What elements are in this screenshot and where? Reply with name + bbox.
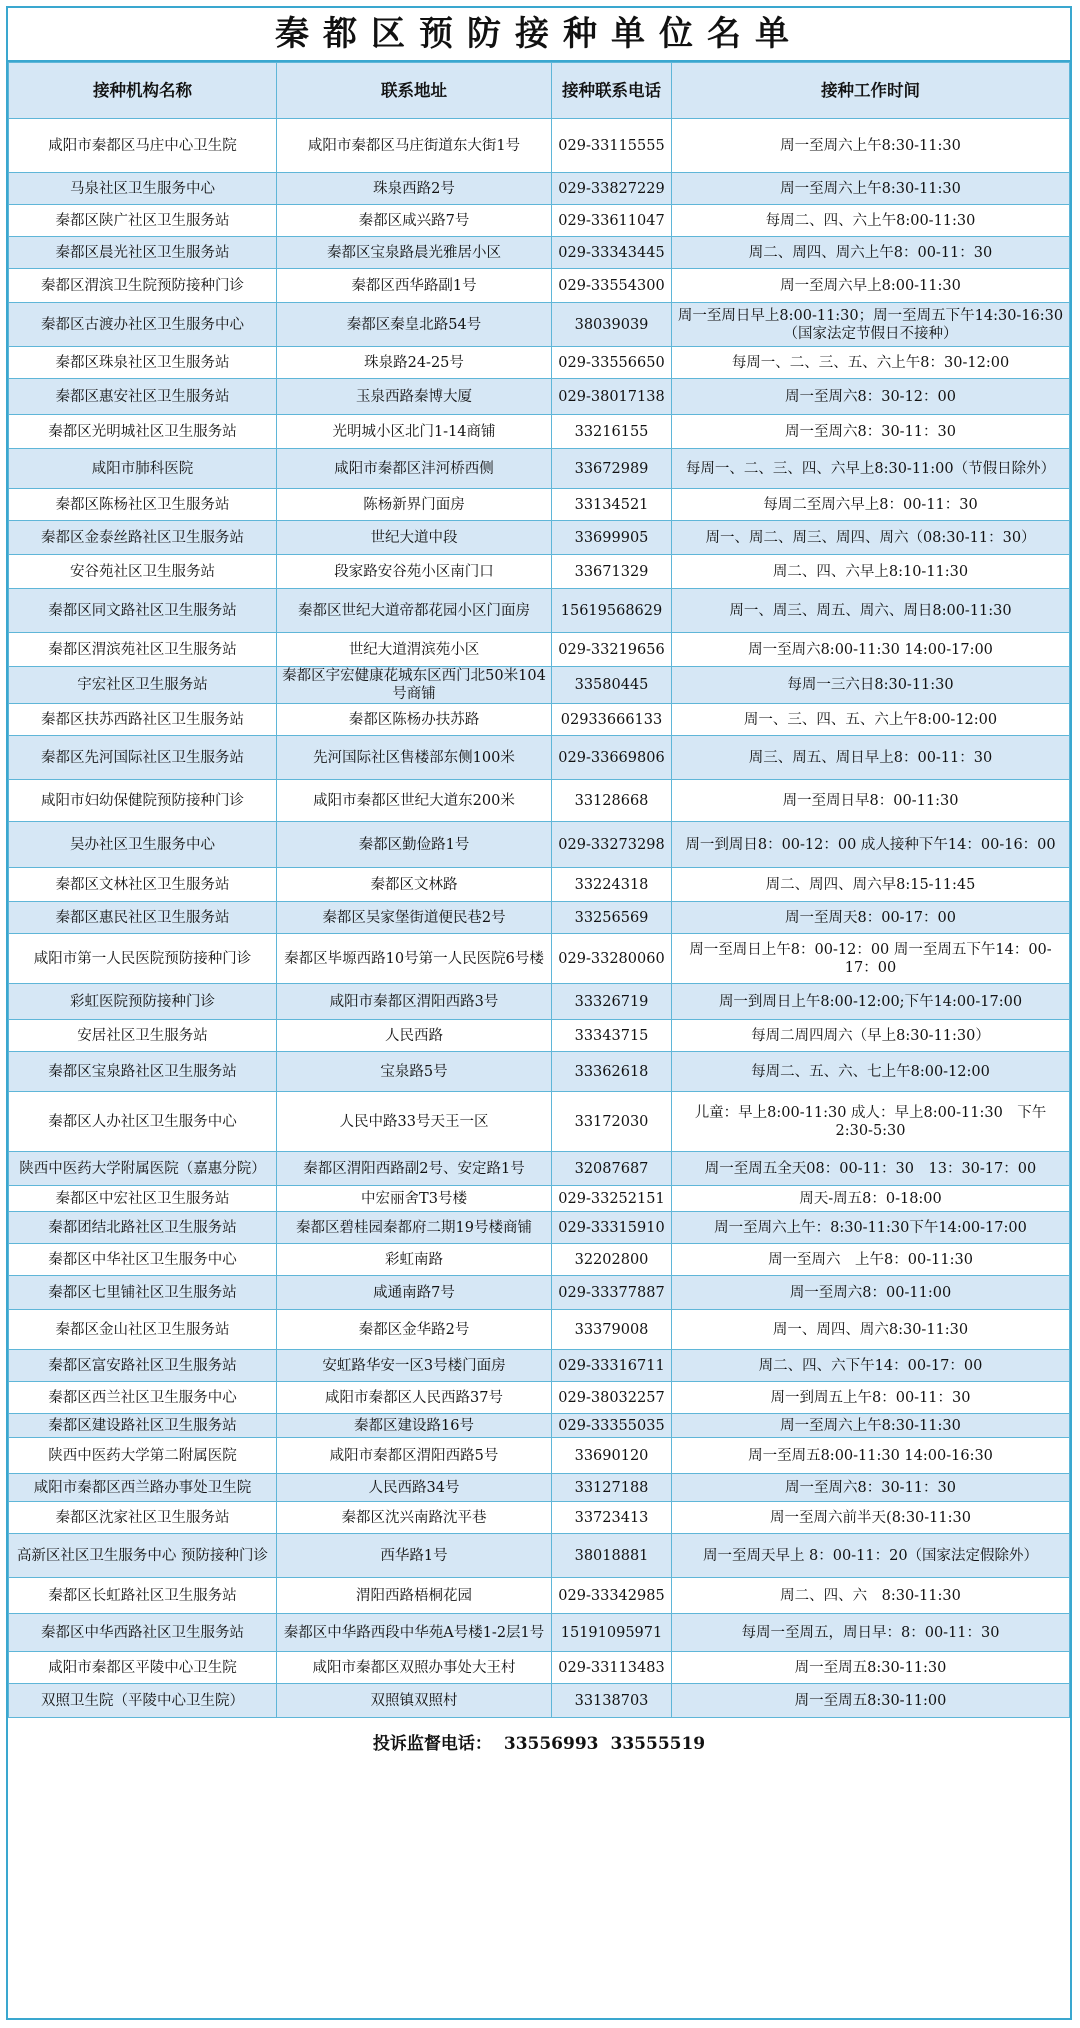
cell-phone: 029-33273298 [552,822,672,868]
cell-name: 秦都区长虹路社区卫生服务站 [9,1578,277,1614]
table-row [9,205,1070,237]
cell-name: 咸阳市秦都区马庄中心卫生院 [9,119,277,173]
cell-hours: 周一、周二、周三、周四、周六（08:30-11：30） [672,521,1070,555]
cell-phone: 33580445 [552,667,672,704]
cell-hours: 周一至周日早8：00-11:30 [672,780,1070,822]
cell-hours: 每周一、二、三、四、六早上8:30-11:00（节假日除外） [672,449,1070,489]
cell-name: 安谷苑社区卫生服务站 [9,555,277,589]
cell-phone: 33224318 [552,868,672,902]
cell-address: 秦都区建设路16号 [277,1414,552,1438]
complaint-hotline [8,1718,1070,1770]
cell-address: 咸阳市秦都区马庄街道东大街1号 [277,119,552,173]
cell-name: 秦都区金山社区卫生服务站 [9,1310,277,1350]
cell-hours: 周一至周六上午8:30-11:30 [672,173,1070,205]
cell-address: 珠泉路24-25号 [277,347,552,379]
table-row [9,1474,1070,1502]
table-row [9,1310,1070,1350]
cell-address: 秦都区毕塬西路10号第一人民医院6号楼 [277,934,552,984]
cell-address: 中宏丽舍T3号楼 [277,1186,552,1212]
cell-name: 咸阳市妇幼保健院预防接种门诊 [9,780,277,822]
cell-address: 咸阳市秦都区双照办事处大王村 [277,1652,552,1684]
cell-name: 秦都区光明城社区卫生服务站 [9,415,277,449]
cell-phone: 38039039 [552,303,672,347]
cell-name: 马泉社区卫生服务中心 [9,173,277,205]
cell-address: 秦都区世纪大道帝都花园小区门面房 [277,589,552,633]
cell-phone: 33699905 [552,521,672,555]
cell-name: 秦都区金泰丝路社区卫生服务站 [9,521,277,555]
cell-hours: 每周一、二、三、五、六上午8：30-12:00 [672,347,1070,379]
table-row [9,1350,1070,1382]
cell-address: 人民西路34号 [277,1474,552,1502]
cell-hours: 周一至周六上午8:30-11:30 [672,119,1070,173]
cell-hours: 周一至周六上午8:30-11:30 [672,1414,1070,1438]
cell-hours: 儿童：早上8:00-11:30 成人：早上8:00-11:30 下午2:30-5:30 [672,1092,1070,1152]
cell-address: 秦都区碧桂园秦都府二期19号楼商铺 [277,1212,552,1244]
cell-name: 秦都区先河国际社区卫生服务站 [9,736,277,780]
cell-phone: 33326719 [552,984,672,1020]
cell-name: 秦都区七里铺社区卫生服务站 [9,1276,277,1310]
table-row [9,902,1070,934]
table-header-row [9,63,1070,119]
header-address: 联系地址 [277,63,552,119]
table-row [9,1502,1070,1534]
table-row [9,1438,1070,1474]
cell-hours: 周一至周日早上8:00-11:30；周一至周五下午14:30-16:30（国家法定节假日不接种） [672,303,1070,347]
table-row [9,1092,1070,1152]
cell-hours: 周一至周六早上8:00-11:30 [672,269,1070,303]
cell-phone: 33723413 [552,1502,672,1534]
cell-phone: 029-33115555 [552,119,672,173]
cell-phone: 029-33343445 [552,237,672,269]
cell-phone: 029-33377887 [552,1276,672,1310]
cell-address: 秦都区西华路副1号 [277,269,552,303]
cell-address: 人民中路33号天王一区 [277,1092,552,1152]
cell-name: 咸阳市肺科医院 [9,449,277,489]
table-row [9,1382,1070,1414]
vaccination-units-table [8,62,1070,1718]
table-row [9,704,1070,736]
cell-address: 陈杨新界门面房 [277,489,552,521]
cell-name: 秦都区古渡办社区卫生服务中心 [9,303,277,347]
header-name: 接种机构名称 [9,63,277,119]
table-row [9,1614,1070,1652]
cell-hours: 周一至周六8:00-11:30 14:00-17:00 [672,633,1070,667]
cell-hours: 周二、四、六早上8:10-11:30 [672,555,1070,589]
cell-phone: 029-33554300 [552,269,672,303]
cell-address: 秦都区宇宏健康花城东区西门北50米104号商铺 [277,667,552,704]
table-row [9,1244,1070,1276]
table-row [9,1684,1070,1718]
cell-phone: 029-33669806 [552,736,672,780]
cell-phone: 33216155 [552,415,672,449]
cell-name: 咸阳市第一人民医院预防接种门诊 [9,934,277,984]
cell-hours: 周一、三、四、五、六上午8:00-12:00 [672,704,1070,736]
cell-hours: 周一到周日上午8:00-12:00;下午14:00-17:00 [672,984,1070,1020]
table-row [9,1414,1070,1438]
cell-phone: 15619568629 [552,589,672,633]
table-row [9,1020,1070,1052]
cell-name: 秦都区陈杨社区卫生服务站 [9,489,277,521]
cell-hours: 周一到周五上午8：00-11：30 [672,1382,1070,1414]
table-row [9,489,1070,521]
cell-address: 世纪大道渭滨苑小区 [277,633,552,667]
table-row [9,173,1070,205]
cell-phone: 029-33556650 [552,347,672,379]
cell-name: 高新区社区卫生服务中心 预防接种门诊 [9,1534,277,1578]
cell-hours: 每周二至周六早上8：00-11：30 [672,489,1070,521]
cell-address: 双照镇双照村 [277,1684,552,1718]
cell-address: 宝泉路5号 [277,1052,552,1092]
cell-address: 人民西路 [277,1020,552,1052]
cell-hours: 周一到周日8：00-12：00 成人接种下午14：00-16：00 [672,822,1070,868]
cell-name: 秦都区人办社区卫生服务中心 [9,1092,277,1152]
table-row [9,415,1070,449]
cell-phone: 15191095971 [552,1614,672,1652]
cell-hours: 周天-周五8：0-18:00 [672,1186,1070,1212]
cell-address: 秦都区宝泉路晨光雅居小区 [277,237,552,269]
cell-hours: 每周一至周五，周日早：8：00-11：30 [672,1614,1070,1652]
cell-phone: 029-33113483 [552,1652,672,1684]
cell-name: 秦都区沈家社区卫生服务站 [9,1502,277,1534]
cell-hours: 周一至周日上午8：00-12：00 周一至周五下午14：00-17：00 [672,934,1070,984]
table-row [9,1534,1070,1578]
cell-address: 秦都区文林路 [277,868,552,902]
cell-phone: 029-33252151 [552,1186,672,1212]
cell-address: 咸阳市秦都区渭阳西路3号 [277,984,552,1020]
cell-phone: 029-33316711 [552,1350,672,1382]
table-row [9,521,1070,555]
cell-hours: 周一、周四、周六8:30-11:30 [672,1310,1070,1350]
cell-hours: 周二、四、六下午14：00-17：00 [672,1350,1070,1382]
cell-phone: 33379008 [552,1310,672,1350]
document-frame [6,6,1072,2020]
cell-name: 陕西中医药大学附属医院（嘉惠分院） [9,1152,277,1186]
header-phone: 接种联系电话 [552,63,672,119]
cell-name: 秦都区中华社区卫生服务中心 [9,1244,277,1276]
cell-hours: 周一至周六8：30-11：30 [672,1474,1070,1502]
cell-hours: 周一至周六上午：8:30-11:30下午14:00-17:00 [672,1212,1070,1244]
cell-address: 秦都区金华路2号 [277,1310,552,1350]
cell-name: 秦都区惠安社区卫生服务站 [9,379,277,415]
footer-phone-2: 33555519 [610,1734,706,1754]
cell-name: 秦都区同文路社区卫生服务站 [9,589,277,633]
cell-hours: 周二、四、六 8:30-11:30 [672,1578,1070,1614]
cell-address: 珠泉西路2号 [277,173,552,205]
cell-hours: 周一至周五全天08：00-11：30 13：30-17：00 [672,1152,1070,1186]
cell-phone: 33672989 [552,449,672,489]
table-row [9,1212,1070,1244]
table-row [9,589,1070,633]
cell-address: 咸阳市秦都区沣河桥西侧 [277,449,552,489]
cell-name: 秦都区渭滨卫生院预防接种门诊 [9,269,277,303]
cell-phone: 029-33219656 [552,633,672,667]
table-row [9,303,1070,347]
cell-address: 玉泉西路秦博大厦 [277,379,552,415]
cell-phone: 02933666133 [552,704,672,736]
cell-name: 彩虹医院预防接种门诊 [9,984,277,1020]
cell-phone: 33127188 [552,1474,672,1502]
cell-address: 世纪大道中段 [277,521,552,555]
cell-address: 秦都区沈兴南路沈平巷 [277,1502,552,1534]
table-row [9,1186,1070,1212]
cell-address: 秦都区吴家堡街道便民巷2号 [277,902,552,934]
cell-phone: 029-33315910 [552,1212,672,1244]
cell-hours: 周一、周三、周五、周六、周日8:00-11:30 [672,589,1070,633]
table-row [9,379,1070,415]
table-row [9,822,1070,868]
cell-name: 秦都区晨光社区卫生服务站 [9,237,277,269]
cell-phone: 33138703 [552,1684,672,1718]
table-row [9,449,1070,489]
cell-phone: 33343715 [552,1020,672,1052]
cell-address: 咸阳市秦都区人民西路37号 [277,1382,552,1414]
table-row [9,1276,1070,1310]
cell-name: 秦都区陕广社区卫生服务站 [9,205,277,237]
cell-name: 秦都区珠泉社区卫生服务站 [9,347,277,379]
table-row [9,868,1070,902]
table-row [9,1052,1070,1092]
cell-phone: 029-38032257 [552,1382,672,1414]
cell-name: 咸阳市秦都区平陵中心卫生院 [9,1652,277,1684]
table-row [9,667,1070,704]
cell-name: 秦都区渭滨苑社区卫生服务站 [9,633,277,667]
cell-hours: 周一至周天早上 8：00-11：20（国家法定假除外） [672,1534,1070,1578]
cell-address: 咸阳市秦都区世纪大道东200米 [277,780,552,822]
cell-phone: 33256569 [552,902,672,934]
cell-hours: 周一至周六8：00-11:00 [672,1276,1070,1310]
cell-address: 渭阳西路梧桐花园 [277,1578,552,1614]
cell-hours: 周一至周六8：30-11：30 [672,415,1070,449]
header-hours: 接种工作时间 [672,63,1070,119]
cell-hours: 周一至周五8:00-11:30 14:00-16:30 [672,1438,1070,1474]
cell-name: 秦都区建设路社区卫生服务站 [9,1414,277,1438]
cell-name: 秦都区文林社区卫生服务站 [9,868,277,902]
cell-phone: 029-33827229 [552,173,672,205]
table-row [9,237,1070,269]
cell-name: 秦都区中宏社区卫生服务站 [9,1186,277,1212]
table-row [9,1578,1070,1614]
cell-phone: 33172030 [552,1092,672,1152]
cell-name: 秦都区富安路社区卫生服务站 [9,1350,277,1382]
cell-address: 段家路安谷苑小区南门口 [277,555,552,589]
footer-label: 投诉监督电话： [372,1734,492,1754]
cell-hours: 周一至周五8:30-11:30 [672,1652,1070,1684]
cell-name: 双照卫生院（平陵中心卫生院） [9,1684,277,1718]
cell-phone: 029-33611047 [552,205,672,237]
cell-address: 安虹路华安一区3号楼门面房 [277,1350,552,1382]
cell-name: 秦都区西兰社区卫生服务中心 [9,1382,277,1414]
cell-name: 咸阳市秦都区西兰路办事处卫生院 [9,1474,277,1502]
table-row [9,347,1070,379]
cell-phone: 029-38017138 [552,379,672,415]
cell-phone: 029-33342985 [552,1578,672,1614]
cell-address: 光明城小区北门1-14商铺 [277,415,552,449]
cell-address: 彩虹南路 [277,1244,552,1276]
table-row [9,119,1070,173]
cell-phone: 029-33355035 [552,1414,672,1438]
cell-address: 秦都区咸兴路7号 [277,205,552,237]
cell-phone: 33671329 [552,555,672,589]
cell-address: 咸通南路7号 [277,1276,552,1310]
cell-address: 秦都区渭阳西路副2号、安定路1号 [277,1152,552,1186]
cell-hours: 周一至周五8:30-11:00 [672,1684,1070,1718]
cell-address: 西华路1号 [277,1534,552,1578]
table-row [9,934,1070,984]
cell-address: 秦都区陈杨办扶苏路 [277,704,552,736]
page-title: 秦都区预防接种单位名单 [8,8,1070,62]
cell-phone: 029-33280060 [552,934,672,984]
cell-phone: 33128668 [552,780,672,822]
cell-hours: 周一至周六前半天(8:30-11:30 [672,1502,1070,1534]
cell-phone: 33362618 [552,1052,672,1092]
table-row [9,269,1070,303]
cell-hours: 周一至周天8：00-17：00 [672,902,1070,934]
cell-hours: 每周一三六日8:30-11:30 [672,667,1070,704]
cell-hours: 周一至周六8：30-12：00 [672,379,1070,415]
cell-hours: 周一至周六 上午8：00-11:30 [672,1244,1070,1276]
table-row [9,984,1070,1020]
cell-name: 陕西中医药大学第二附属医院 [9,1438,277,1474]
table-row [9,1152,1070,1186]
cell-name: 吴办社区卫生服务中心 [9,822,277,868]
table-row [9,780,1070,822]
cell-name: 秦都区惠民社区卫生服务站 [9,902,277,934]
table-row [9,555,1070,589]
cell-phone: 32087687 [552,1152,672,1186]
cell-hours: 每周二、四、六上午8:00-11:30 [672,205,1070,237]
cell-address: 先河国际社区售楼部东侧100米 [277,736,552,780]
cell-name: 秦都区中华西路社区卫生服务站 [9,1614,277,1652]
cell-name: 宇宏社区卫生服务站 [9,667,277,704]
cell-hours: 周二、周四、周六早8:15-11:45 [672,868,1070,902]
cell-address: 咸阳市秦都区渭阳西路5号 [277,1438,552,1474]
footer-phone-1: 33556993 [503,1734,599,1754]
cell-hours: 周三、周五、周日早上8：00-11：30 [672,736,1070,780]
cell-hours: 每周二、五、六、七上午8:00-12:00 [672,1052,1070,1092]
table-row [9,633,1070,667]
cell-phone: 33134521 [552,489,672,521]
cell-phone: 38018881 [552,1534,672,1578]
cell-name: 秦都团结北路社区卫生服务站 [9,1212,277,1244]
table-row [9,736,1070,780]
cell-address: 秦都区秦皇北路54号 [277,303,552,347]
cell-address: 秦都区勤俭路1号 [277,822,552,868]
cell-name: 秦都区扶苏西路社区卫生服务站 [9,704,277,736]
cell-phone: 32202800 [552,1244,672,1276]
cell-phone: 33690120 [552,1438,672,1474]
cell-name: 秦都区宝泉路社区卫生服务站 [9,1052,277,1092]
cell-hours: 周二、周四、周六上午8：00-11：30 [672,237,1070,269]
cell-address: 秦都区中华路西段中华苑A号楼1-2层1号 [277,1614,552,1652]
table-row [9,1652,1070,1684]
cell-name: 安居社区卫生服务站 [9,1020,277,1052]
cell-hours: 每周二周四周六（早上8:30-11:30） [672,1020,1070,1052]
